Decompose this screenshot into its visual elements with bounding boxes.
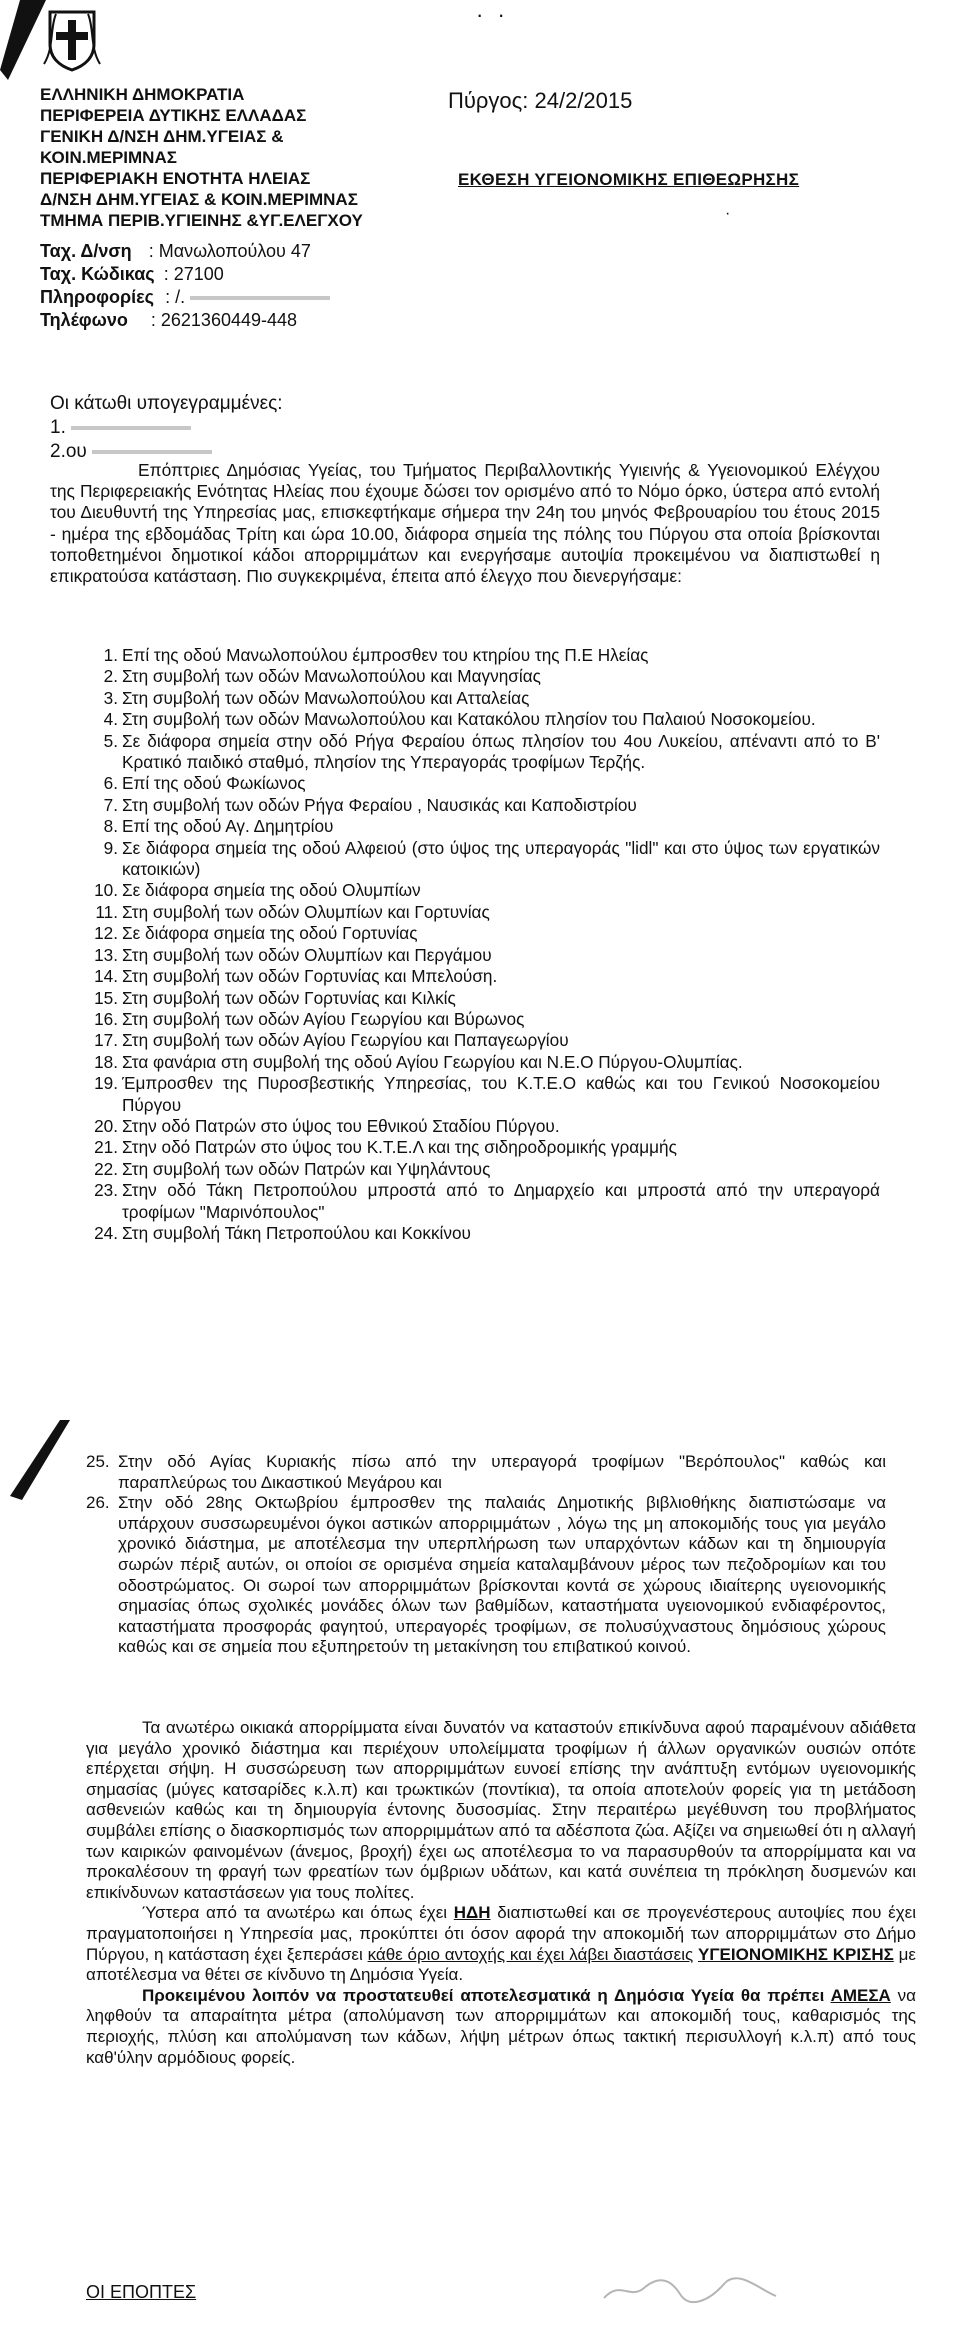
list-item-number: 22. bbox=[94, 1158, 118, 1179]
postcode-label: Ταχ. Κώδικας bbox=[40, 264, 155, 284]
list-item-text: Στα φανάρια στη συμβολή της οδού Αγίου Γεωργίου και Ν.Ε.Ο Πύργου-Ολυμπίας. bbox=[122, 1051, 743, 1072]
list-item-text: Στη συμβολή των οδών Μανωλοπούλου και Μαγνησίας bbox=[122, 666, 541, 687]
list-item bbox=[50, 923, 880, 944]
findings-paragraph-2: Ύστερα από τα ανωτέρω και όπως έχει ΗΔΗ διαπιστωθεί και σε προγενέστερους αυτοψίες που έχει πραγματοποιήσει η Υπηρεσία μας, προκύπτει ότι όσον αφορά την αποκομιδή των απορριμμάτων στο Δήμο Πύργου, η κατάσταση έχει ξεπεράσει κάθε όριο αντοχής και έχει λάβει διαστάσεις ΥΓΕΙΟΝΟΜΙΚΗΣ ΚΡΙΣΗΣ με αποτέλεσμα να θέτει σε κίνδυνο τη Δημόσια Υγεία. bbox=[86, 1903, 917, 1985]
report-title: ΕΚΘΕΣΗ ΥΓΕΙΟΝΟΜΙΚΗΣ ΕΠΙΘΕΩΡΗΣΗΣ bbox=[458, 170, 800, 189]
list-item-number: 9. bbox=[103, 837, 118, 858]
list-item-text: Στη συμβολή των οδών Ρήγα Φεραίου , Ναυσικάς και Καποδιστρίου bbox=[122, 794, 637, 815]
list-item-number: 1. bbox=[103, 645, 118, 665]
authority-line: ΤΜΗΜΑ ΠΕΡΙΒ.ΥΓΙΕΙΝΗΣ &ΥΓ.ΕΛΕΓΧΟΥ bbox=[40, 211, 363, 230]
list-item-text: Έμπροσθεν της Πυροσβεστικής Υπηρεσίας, του Κ.Τ.Ε.Ο καθώς και του Γενικού Νοσοκομείου Πύργου bbox=[122, 1073, 880, 1115]
list-item-number: 18. bbox=[94, 1051, 118, 1072]
list-item-text: Στην οδό 28ης Οκτωβρίου έμπροσθεν της παλαιάς Δημοτικής βιβλιοθήκης διαπιστώσαμε να υπάρχουν συσσωρευμένοι όγκοι αστικών απορριμμάτων , λόγω της μη αποκομιδής τους για μεγάλο χρονικό διάστημα, με αποτέλεσμα την υπερπλήρωση των υπαρχόντων κάδων και τη δημιουργία σωρών πέριξ αυτών, οι οποίοι σε ορισμένα σημεία καταλαμβάνουν μέρος των πεζοδρομίων και του οδοστρώματος. Οι σωροί των απορριμμάτων βρίσκονται κοντά σε χώρους ιδιαίτερης υγειονομικής σημασίας όπως σχολικές μονάδες όλων των βαθμίδων, καταστήματα υγειονομικού ενδιαφέροντος, καταστήματα προσφοράς φαγητού, υπεραγορές τροφίμων, σε πολυσύχναστους δημόσιους χώρους καθώς και σε σημεία που εξυπηρετούν τη μετακίνηση του επιβατικού κοινού. bbox=[118, 1493, 886, 1657]
list-item-number: 19. bbox=[94, 1073, 118, 1094]
list-item bbox=[50, 1223, 880, 1244]
phone-label: Τηλέφωνο bbox=[40, 310, 128, 330]
list-item-text: Στη συμβολή των οδών Ολυμπίων και Περγάμου bbox=[122, 944, 492, 965]
postcode-value: : 27100 bbox=[163, 264, 224, 284]
signatories-intro bbox=[50, 392, 283, 464]
list-item bbox=[50, 709, 880, 730]
list-item bbox=[50, 880, 880, 901]
authority-line: ΚΟΙΝ.ΜΕΡΙΜΝΑΣ bbox=[40, 148, 177, 167]
list-item bbox=[50, 1137, 880, 1158]
list-item-number: 7. bbox=[103, 794, 118, 815]
authority-line: ΕΛΛΗΝΙΚΗ ΔΗΜΟΚΡΑΤΙΑ bbox=[40, 85, 245, 104]
emphasis-threshold: κάθε όριο αντοχής και έχει λάβει διαστάσεις bbox=[367, 1944, 694, 1964]
authority-line: ΠΕΡΙΦΕΡΕΙΑ ΔΥΤΙΚΗΣ ΕΛΛΑΔΑΣ bbox=[40, 106, 307, 125]
list-item-text: Σε διάφορα σημεία στην οδό Ρήγα Φεραίου όπως πλησίον του 4ου Λυκείου, απέναντι από το Β' Κρατικό παιδικό σταθμό, πλησίον της Υπεραγοράς τροφίμων Τερζής. bbox=[122, 730, 880, 773]
list-item-number: 4. bbox=[103, 709, 118, 730]
list-item-number: 8. bbox=[103, 816, 118, 837]
list-item-number: 2. bbox=[103, 666, 118, 687]
list-item bbox=[50, 645, 880, 666]
list-item-text: Στη συμβολή των οδών Πατρών και Υψηλάντους bbox=[122, 1158, 491, 1179]
redaction-mark bbox=[92, 450, 212, 454]
faint-signature-icon bbox=[600, 2270, 780, 2310]
corner-scan-mark-2 bbox=[0, 1420, 70, 1500]
phone-row bbox=[40, 309, 330, 332]
list-item-text: Στη συμβολή των οδών Γορτυνίας και Κιλκίς bbox=[122, 987, 456, 1008]
list-item-text: Σε διάφορα σημεία της οδού Γορτυνίας bbox=[122, 923, 418, 944]
list-item bbox=[50, 795, 880, 816]
list-item bbox=[50, 1052, 880, 1073]
inspection-points-list-continued bbox=[86, 1452, 886, 1658]
list-item-number: 16. bbox=[94, 1008, 118, 1029]
authority-line: ΠΕΡΙΦΕΡΙΑΚΗ ΕΝΟΤΗΤΑ ΗΛΕΙΑΣ bbox=[40, 169, 311, 188]
list-item bbox=[50, 1180, 880, 1223]
info-row bbox=[40, 286, 330, 309]
inspection-points-list bbox=[50, 645, 880, 1244]
list-item-number: 26. bbox=[86, 1493, 110, 1513]
list-item bbox=[50, 902, 880, 923]
list-item-text: Στη συμβολή των οδών Μανωλοπούλου και Κατακόλου πλησίον του Παλαιού Νοσοκομείου. bbox=[122, 709, 816, 730]
list-item-text: Επί της οδού Αγ. Δημητρίου bbox=[122, 816, 334, 837]
list-item bbox=[50, 966, 880, 987]
list-item-text: Στην οδό Πατρών στο ύψος του Κ.Τ.Ε.Λ και της σιδηροδρομικής γραμμής bbox=[122, 1137, 677, 1158]
redaction-mark bbox=[190, 296, 330, 300]
authority-line: Δ/ΝΣΗ ΔΗΜ.ΥΓΕΙΑΣ & ΚΟΙΝ.ΜΕΡΙΜΝΑΣ bbox=[40, 190, 358, 209]
list-item-number: 20. bbox=[94, 1115, 118, 1136]
list-item bbox=[86, 1452, 886, 1493]
list-item-text: Στη συμβολή των οδών Μανωλοπούλου και Ατταλείας bbox=[122, 687, 530, 708]
list-item bbox=[50, 838, 880, 881]
findings-paragraph-1: Τα ανωτέρω οικιακά απορρίμματα είναι δυνατόν να καταστούν επικίνδυνα αφού παραμένουν αδιάθετα για μεγάλο χρονικό διάστημα και περιέχουν υπολείμματα τροφίμων ή άλλων οργανικών ουσιών οπότε επέρχεται σήψη. Η συσσώρευση των απορριμμάτων ευνοεί επίσης την ανάπτυξη εντόμων υγειονομικής σημασίας (μύγες κατσαρίδες κ.λ.π) και τρωκτικών (ποντίκια), τα οποία αποτελούν φορείς για τη μετάδοση ασθενειών καθώς και τη δημιουργία έντονης δυσοσμίας. Στην περαιτέρω μεγέθυνση του προβλήματος συμβάλει επίσης ο διασκορπισμός των απορριμμάτων από τα αδέσποτα ζώα. Αξίζει να σημειωθεί ότι η αλλαγή των καιρικών φαινομένων (άνεμος, βροχή) έχει ως αποτέλεσμα το να παρασυρθούν τα απορρίμματα και να προκαλέσουν τη φραγή των φρεατίων των όμβριων υδάτων, και κατά συνέπεια τη πρόκληση δυσμενών και επικίνδυνων καταστάσεων για τους πολίτες. bbox=[86, 1718, 916, 1902]
list-item bbox=[86, 1493, 886, 1658]
list-item-text: Στην οδό Αγίας Κυριακής πίσω από την υπεραγορά τροφίμων "Βερόπουλος" καθώς και παραπλεύρως του Δικαστικού Μεγάρου και bbox=[118, 1452, 886, 1492]
contact-details bbox=[40, 240, 330, 332]
document-date: Πύργος: 24/2/2015 bbox=[448, 88, 633, 113]
list-item-text: Επί της οδού Φωκίωνος bbox=[122, 773, 306, 794]
address-row bbox=[40, 240, 330, 263]
list-item-text: Σε διάφορα σημεία της οδού Αλφειού (στο ύψος της υπεραγοράς "lidl" και στο ύψος των εργατικών κατοικιών) bbox=[122, 837, 880, 880]
list-item-text: Σε διάφορα σημεία της οδού Ολυμπίων bbox=[122, 880, 421, 901]
info-label: Πληροφορίες bbox=[40, 287, 155, 307]
emphasis-immediately: ΑΜΕΣΑ bbox=[830, 1985, 891, 2005]
emphasis-health-crisis: ΥΓΕΙΟΝΟΜΙΚΗΣ ΚΡΙΣΗΣ bbox=[697, 1944, 894, 1964]
list-item-number: 21. bbox=[94, 1137, 118, 1158]
list-item bbox=[50, 773, 880, 794]
info-value: : /. bbox=[165, 287, 186, 307]
list-item-number: 24. bbox=[94, 1222, 118, 1243]
list-item bbox=[50, 945, 880, 966]
list-item-number: 14. bbox=[94, 966, 118, 987]
list-item-number: 5. bbox=[103, 730, 118, 751]
list-item-number: 15. bbox=[94, 987, 118, 1008]
list-item-text: Επί της οδού Μανωλοπούλου έμπροσθεν του κτηρίου της Π.Ε Ηλείας bbox=[122, 645, 649, 665]
list-item-text: Στη συμβολή των οδών Ολυμπίων και Γορτυνίας bbox=[122, 901, 490, 922]
list-item-number: 6. bbox=[103, 773, 118, 794]
inspection-text: Επόπτριες Δημόσιας Υγείας, του Τμήματος Περιβαλλοντικής Υγιεινής & Υγειονομικού Ελέγχου της Περιφερειακής Ενότητας Ηλείας που έχουμε δώσει τον ορισμένο από το Νόμο όρκο, ύστερα από εντολή του Διευθυντή της Υπηρεσίας μας, επισκεφτήκαμε σήμερα την 24η του μηνός Φεβρουαρίου του έτους 2015 - ημέρα της εβδομάδας Τρίτη και ώρα 10.00, διάφορα σημεία της πόλης του Πύργου στα οποία βρίσκονται τοποθετημένοι δημοτικοί κάδοι απορριμμάτων και ενεργήσαμε αυτοψία προκειμένου να διαπιστωθεί η επικρατούσα κατάσταση. Πιο συγκεκριμένα, έπειτα από έλεγχο που διενεργήσαμε: bbox=[50, 460, 880, 587]
list-item-number: 11. bbox=[95, 901, 118, 922]
list-item bbox=[50, 1030, 880, 1051]
list-item-text: Στην οδό Πατρών στο ύψος του Εθνικού Σταδίου Πύργου. bbox=[122, 1115, 560, 1136]
inspectors-signature-label: ΟΙ ΕΠΟΠΤΕΣ bbox=[86, 2282, 197, 2302]
issuing-authority-block bbox=[40, 84, 363, 231]
signatory-1: 1. bbox=[50, 416, 283, 440]
list-item-number: 3. bbox=[103, 687, 118, 708]
list-item bbox=[50, 1116, 880, 1137]
list-item bbox=[50, 1009, 880, 1030]
signatory-2: 2.ου bbox=[50, 440, 283, 464]
address-label: Ταχ. Δ/νση bbox=[40, 241, 132, 261]
top-scan-dots: · · bbox=[476, 2, 509, 27]
redaction-mark bbox=[71, 426, 191, 430]
list-item-text: Στη συμβολή Τάκη Πετροπούλου και Κοκκίνου bbox=[122, 1222, 471, 1243]
postcode-row bbox=[40, 263, 330, 286]
list-item-number: 10. bbox=[94, 880, 118, 901]
address-value: : Μανωλοπούλου 47 bbox=[148, 241, 311, 261]
findings-paragraph-3: Προκειμένου λοιπόν να προστατευθεί αποτελεσματικά η Δημόσια Υγεία θα πρέπει ΑΜΕΣΑ να ληφθούν τα απαραίτητα μέτρα (απολύμανση των απορριμμάτων και αποκομιδή τους, καθαρισμός της περιοχής, πλύση και απολύμανση των κάδων, λήψη μέτρων όπως τακτική περισυλλογή κ.λ.π) από τους καθ'ύλην αρμόδιους φορείς. bbox=[86, 1985, 916, 2067]
list-item bbox=[50, 988, 880, 1009]
list-item-number: 12. bbox=[94, 923, 118, 944]
list-item bbox=[50, 666, 880, 687]
authority-line: ΓΕΝΙΚΗ Δ/ΝΣΗ ΔΗΜ.ΥΓΕΙΑΣ & bbox=[40, 127, 284, 146]
phone-value: : 2621360449-448 bbox=[150, 310, 298, 330]
findings-section bbox=[86, 1718, 916, 2068]
list-item bbox=[50, 688, 880, 709]
list-item-text: Στη συμβολή των οδών Αγίου Γεωργίου και Παπαγεωργίου bbox=[122, 1030, 569, 1051]
list-item-number: 25. bbox=[86, 1452, 110, 1471]
scan-dot: · bbox=[725, 205, 731, 222]
list-item bbox=[50, 731, 880, 774]
signatories-label: Οι κάτωθι υπογεγραμμένες: bbox=[50, 393, 283, 414]
list-item-text: Στη συμβολή των οδών Γορτυνίας και Μπελούση. bbox=[122, 966, 498, 987]
greek-emblem-icon bbox=[40, 8, 104, 72]
list-item-number: 13. bbox=[94, 944, 118, 965]
list-item-text: Στην οδό Τάκη Πετροπούλου μπροστά από το Δημαρχείο και μπροστά από την υπεραγορά τροφίμων "Μαρινόπουλος" bbox=[122, 1180, 880, 1222]
list-item-text: Στη συμβολή των οδών Αγίου Γεωργίου και Βύρωνος bbox=[122, 1008, 525, 1029]
inspection-paragraph bbox=[50, 460, 880, 587]
emphasis-already: ΗΔΗ bbox=[453, 1903, 491, 1923]
list-item bbox=[50, 816, 880, 837]
list-item bbox=[50, 1159, 880, 1180]
list-item-number: 23. bbox=[94, 1180, 118, 1201]
list-item bbox=[50, 1073, 880, 1116]
list-item-number: 17. bbox=[94, 1030, 118, 1051]
